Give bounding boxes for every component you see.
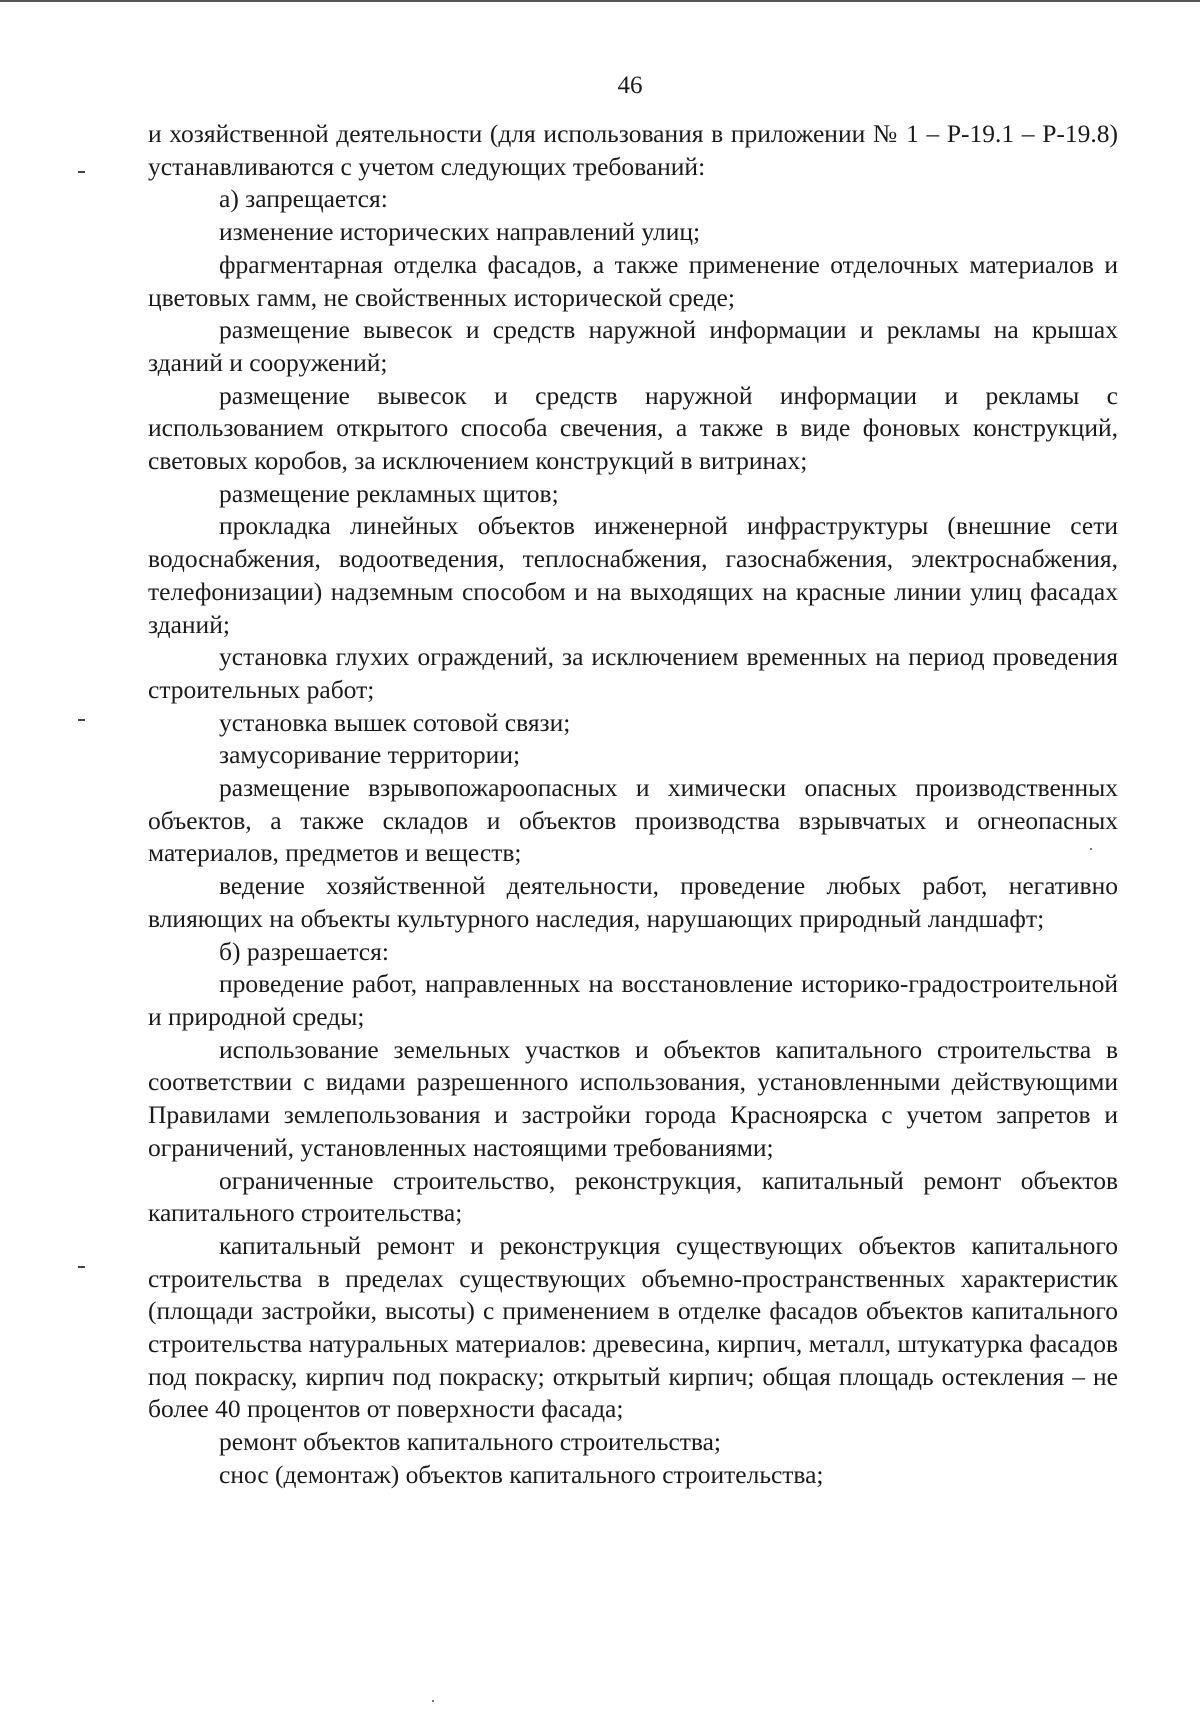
list-item: размещение вывесок и средств наружной информации и рекламы на крышах зданий и сооружений; <box>148 315 1118 377</box>
page-number: 46 <box>617 72 643 99</box>
list-item: ведение хозяйственной деятельности, проведение любых работ, негативно влияющих на объекты культурного наследия, нарушающих природный ландшафт; <box>148 871 1118 933</box>
scan-margin-mark <box>78 171 85 173</box>
list-item: капитальный ремонт и реконструкция существующих объектов капитального строительства в пределах существующих объемно-пространственных характеристик (площади застройки, высоты) с применением в отделке фасадов объектов капитального строительства натуральных материалов: древесина, кирпич, металл, штукатурка фасадов под покраску, кирпич под покраску; открытый кирпич; общая площадь остекления – не более 40 процентов от поверхности фасада; <box>148 1230 1118 1424</box>
section-heading-permitted: б) разрешается: <box>219 936 389 966</box>
list-item: размещение взрывопожароопасных и химически опасных производственных объектов, а также складов и объектов производства взрывчатых и огнеопасных материалов, предметов и веществ; <box>148 773 1118 868</box>
document-body <box>148 118 1118 1492</box>
list-item: размещение вывесок и средств наружной информации и рекламы с использованием открытого способа свечения, а также в виде фоновых конструкций, световых коробов, за исключением конструкций в витринах; <box>148 380 1118 476</box>
scan-speck <box>432 1700 434 1702</box>
list-item: изменение исторических направлений улиц; <box>219 217 701 247</box>
scan-margin-mark <box>78 719 85 721</box>
section-heading-prohibited: а) запрещается: <box>219 184 388 214</box>
list-item: ремонт объектов капитального строительства; <box>219 1427 722 1457</box>
list-item: замусоривание территории; <box>219 740 521 770</box>
paragraph-continuation: и хозяйственной деятельности (для использования в приложении № 1 – Р-19.1 – Р-19.8) устанавливаются с учетом следующих требований: <box>148 119 1118 181</box>
scan-edge-line <box>0 0 1200 2</box>
list-item: использование земельных участков и объектов капитального строительства в соответствии с видами разрешенного использования, установленными действующими Правилами землепользования и застройки города Красноярска с учетом запретов и ограничений, установленных настоящими требованиями; <box>148 1034 1118 1162</box>
list-item: проведение работ, направленных на восстановление историко-градостроительной и природной среды; <box>148 969 1118 1031</box>
scan-margin-mark <box>78 1266 85 1268</box>
list-item: ограниченные строительство, реконструкция, капитальный ремонт объектов капитального строительства; <box>148 1165 1118 1228</box>
list-item: прокладка линейных объектов инженерной инфраструктуры (внешние сети водоснабжения, водоотведения, теплоснабжения, газоснабжения, электроснабжения, телефонизации) надземным способом и на выходящих на красные линии улиц фасадах зданий; <box>148 511 1118 639</box>
list-item: фрагментарная отделка фасадов, а также применение отделочных материалов и цветовых гамм, не свойственных исторической среде; <box>148 249 1118 312</box>
list-item: установка вышек сотовой связи; <box>219 707 571 737</box>
list-item: размещение рекламных щитов; <box>219 478 559 508</box>
list-item: снос (демонтаж) объектов капитального строительства; <box>219 1459 824 1489</box>
list-item: установка глухих ограждений, за исключением временных на период проведения строительных работ; <box>148 642 1118 704</box>
scan-speck <box>1090 848 1092 850</box>
